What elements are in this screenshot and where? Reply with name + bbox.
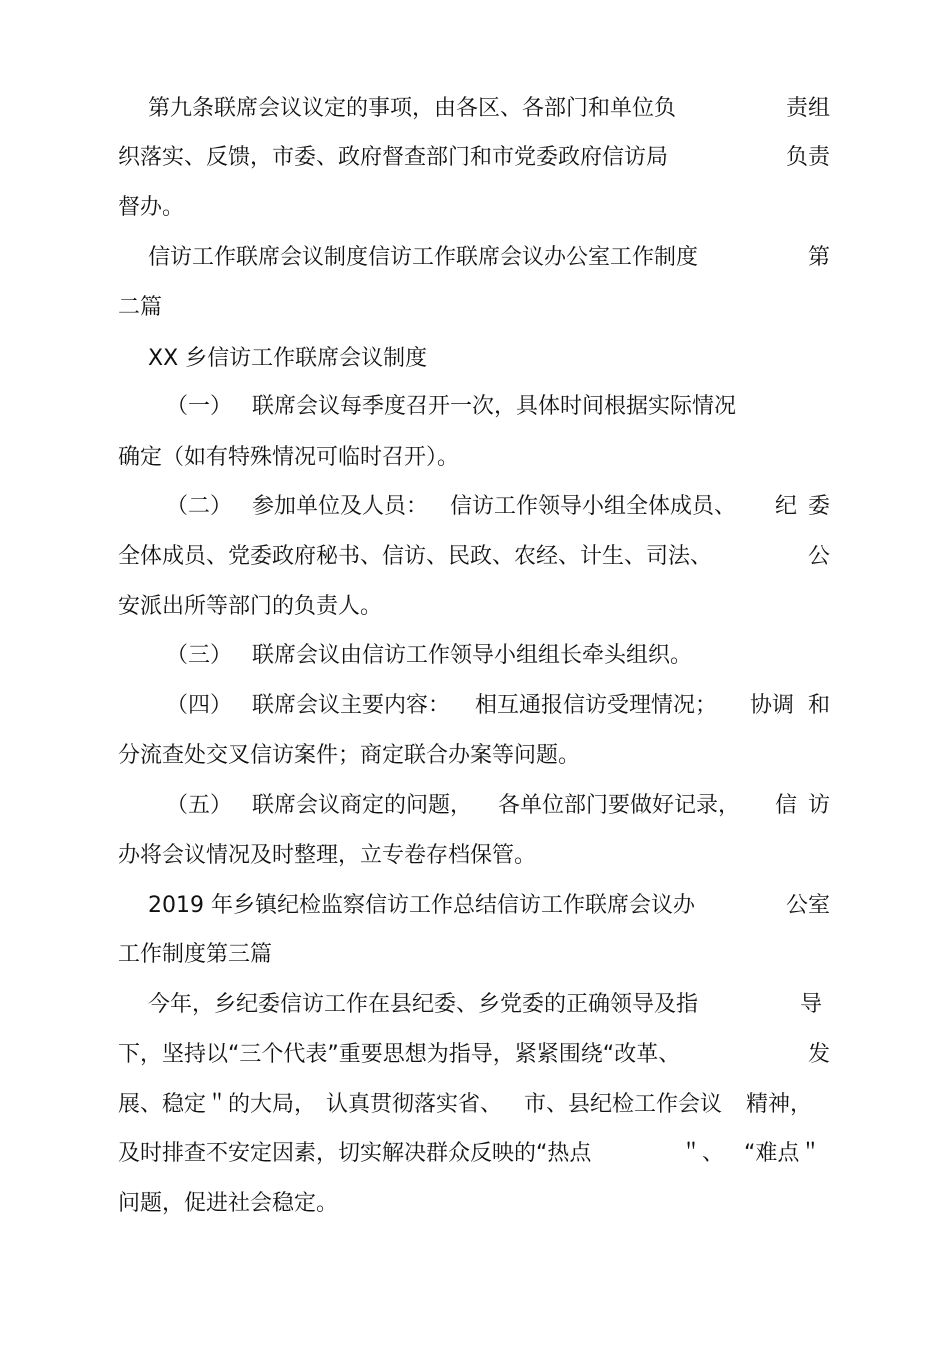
text-line bbox=[118, 988, 832, 1022]
text-segment: 织落实、反馈，市委、政府督查部门和市党委政府信访局 bbox=[118, 145, 669, 170]
text-segment: 委 bbox=[808, 494, 831, 519]
text-line bbox=[118, 938, 832, 972]
text-segment: （三） bbox=[166, 643, 233, 668]
text-line bbox=[118, 839, 832, 873]
text-segment: 市、县纪检工作会议 bbox=[524, 1092, 723, 1117]
text-line bbox=[118, 639, 832, 673]
text-segment: 联席会议每季度召开一次，具体时间根据实际情况 bbox=[252, 394, 737, 419]
text-segment: 公 bbox=[807, 544, 830, 569]
text-line bbox=[118, 291, 832, 325]
text-segment: （二） bbox=[166, 494, 233, 519]
text-line bbox=[118, 1088, 832, 1122]
text-line bbox=[118, 1187, 832, 1221]
text-segment: 精神， bbox=[745, 1092, 812, 1117]
text-segment: 安派出所等部门的负责人。 bbox=[118, 594, 383, 619]
text-segment: 各单位部门要做好记录， bbox=[498, 793, 741, 818]
text-segment: 信 bbox=[775, 793, 798, 818]
text-segment: （四） bbox=[166, 693, 233, 718]
text-line bbox=[118, 141, 832, 175]
text-segment: 信访工作领导小组全体成员、 bbox=[450, 494, 737, 519]
text-segment: （一） bbox=[166, 394, 233, 419]
text-segment: 导 bbox=[799, 992, 822, 1017]
text-line bbox=[118, 342, 832, 376]
text-line bbox=[118, 92, 832, 126]
text-segment: 相互通报信访受理情况； bbox=[475, 693, 718, 718]
text-line bbox=[118, 441, 832, 475]
text-segment: ＂、 bbox=[680, 1141, 725, 1166]
text-segment: 信访工作联席会议制度信访工作联席会议办公室工作制度 bbox=[148, 245, 699, 270]
text-segment: 办将会议情况及时整理，立专卷存档保管。 bbox=[118, 843, 537, 868]
text-segment: 联席会议主要内容： bbox=[252, 693, 451, 718]
text-segment: 联席会议由信访工作领导小组组长牵头组织。 bbox=[252, 643, 693, 668]
text-segment: 工作制度第三篇 bbox=[118, 942, 273, 967]
text-line bbox=[118, 789, 832, 823]
text-segment: 2019 年乡镇纪检监察信访工作总结信访工作联席会议办 bbox=[148, 893, 695, 918]
text-segment: 和 bbox=[808, 693, 831, 718]
text-segment: 公室 bbox=[785, 893, 830, 918]
text-segment: 访 bbox=[808, 793, 831, 818]
text-segment: （五） bbox=[166, 793, 233, 818]
text-segment: 第九条联席会议议定的事项，由各区、各部门和单位负 bbox=[148, 96, 677, 121]
text-segment: 责组 bbox=[785, 96, 830, 121]
text-segment: 确定（如有特殊情况可临时召开）。 bbox=[118, 445, 460, 470]
text-segment: 纪 bbox=[775, 494, 798, 519]
text-line bbox=[118, 241, 832, 275]
text-segment: 全体成员、党委政府秘书、信访、民政、农经、计生、司法、 bbox=[118, 544, 713, 569]
text-segment: XX 乡信访工作联席会议制度 bbox=[148, 346, 428, 371]
text-segment: 二篇 bbox=[118, 295, 163, 320]
text-line bbox=[118, 1137, 832, 1171]
text-segment: 今年，乡纪委信访工作在县纪委、乡党委的正确领导及指 bbox=[148, 992, 699, 1017]
text-segment: 发 bbox=[807, 1042, 830, 1067]
text-line bbox=[118, 1038, 832, 1072]
text-segment: 联席会议商定的问题， bbox=[252, 793, 473, 818]
text-line bbox=[118, 540, 832, 574]
text-segment: “难点＂ bbox=[744, 1141, 822, 1166]
text-line bbox=[118, 390, 832, 424]
text-segment: 问题，促进社会稳定。 bbox=[118, 1191, 339, 1216]
text-segment: 参加单位及人员： bbox=[252, 494, 429, 519]
text-line bbox=[118, 739, 832, 773]
text-segment: 认真贯彻落实省、 bbox=[326, 1092, 503, 1117]
text-segment: 及时排查不安定因素，切实解决群众反映的“热点 bbox=[118, 1141, 592, 1166]
text-segment: 负责 bbox=[785, 145, 830, 170]
text-segment: 展、稳定＂的大局， bbox=[118, 1092, 317, 1117]
text-segment: 下，坚持以“三个代表”重要思想为指导，紧紧围绕“改革、 bbox=[118, 1042, 681, 1067]
text-segment: 第 bbox=[807, 245, 830, 270]
text-segment: 督办。 bbox=[118, 195, 185, 220]
text-line bbox=[118, 191, 832, 225]
text-segment: 分流查处交叉信访案件；商定联合办案等问题。 bbox=[118, 743, 581, 768]
text-line bbox=[118, 490, 832, 524]
text-line bbox=[118, 590, 832, 624]
text-line bbox=[118, 889, 832, 923]
text-segment: 协调 bbox=[750, 693, 795, 718]
text-line bbox=[118, 689, 832, 723]
